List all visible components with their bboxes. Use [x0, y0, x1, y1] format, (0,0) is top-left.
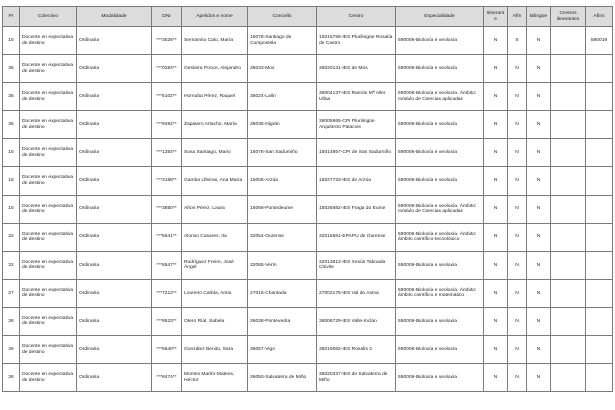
cell-especialidade: 590006-Bioloxía e xeoloxía [396, 167, 484, 195]
cell-dni: ***6640** [152, 336, 182, 364]
cell-concello: 32085-Verín [248, 251, 317, 279]
cell-pr: 36 [3, 307, 20, 335]
cell-bilingue: N [527, 139, 551, 167]
cell-colectivo: Docente en expectativa de destino [20, 139, 77, 167]
cell-afins [586, 195, 613, 223]
cell-centro: 36020337-IES de Salvaterra de Miño [317, 364, 396, 392]
cell-especialidade: 590006-Bioloxía e xeoloxía [396, 364, 484, 392]
cell-centros-itinerantes [551, 223, 586, 251]
cell-centro: 15025682-IES Fraga do Eume [317, 195, 396, 223]
header-colectivo: Colectivo [20, 7, 77, 27]
cell-afins [586, 251, 613, 279]
cell-apelidos-e-nome: Otero Ríal, Sabela [182, 307, 248, 335]
cell-colectivo: Docente en expectativa de destino [20, 111, 77, 139]
cell-especialidade: 590006-Bioloxía e xeoloxía [396, 139, 484, 167]
cell-afin: N [508, 364, 527, 392]
cell-bilingue: N [527, 279, 551, 307]
header-concello: Concello [248, 7, 317, 27]
table-row [3, 223, 613, 251]
cell-afin: N [508, 336, 527, 364]
cell-dni: ***3168** [152, 167, 182, 195]
cell-pr: 32 [3, 223, 20, 251]
cell-dni: ***3850** [152, 195, 182, 223]
cell-colectivo: Docente en expectativa de destino [20, 27, 77, 55]
cell-afins [586, 336, 613, 364]
cell-itinerante: N [484, 336, 508, 364]
table-row [3, 279, 613, 307]
cell-apelidos-e-nome: Loureiro Carbla, Antia [182, 279, 248, 307]
cell-afin: N [508, 139, 527, 167]
cell-centros-itinerantes [551, 195, 586, 223]
cell-afin: N [508, 223, 527, 251]
cell-colectivo: Docente en expectativa de destino [20, 55, 77, 83]
cell-modalidade: Ordinaria [77, 279, 152, 307]
cell-apelidos-e-nome: Zapatero Artacho, María [182, 111, 248, 139]
cell-especialidade: 590006-Bioloxía e xeoloxía [396, 111, 484, 139]
cell-afins [586, 139, 613, 167]
table-header-row [3, 7, 613, 27]
cell-colectivo: Docente en expectativa de destino [20, 307, 77, 335]
header-afins: Afíns [586, 7, 613, 27]
cell-especialidade: 590006-Bioloxía e xeoloxía. Ámbito: ámbito científico-tecnolóxico [396, 223, 484, 251]
cell-concello: 15076-San Sadurniño [248, 139, 317, 167]
cell-concello: 36024-Lalín [248, 83, 317, 111]
header-apelidos-e-nome: Apelidos e nome [182, 7, 248, 27]
header-itinerante: Itinerante [484, 7, 508, 27]
cell-dni: ***0284** [152, 55, 182, 83]
cell-apelidos-e-nome: González Benito, Sara [182, 336, 248, 364]
cell-afin: N [508, 111, 527, 139]
cell-pr: 15 [3, 167, 20, 195]
table-row [3, 195, 613, 223]
cell-centros-itinerantes [551, 83, 586, 111]
cell-centro: 27003175-IES Val do Asma [317, 279, 396, 307]
cell-afins [586, 111, 613, 139]
cell-itinerante: N [484, 139, 508, 167]
cell-colectivo: Docente en expectativa de destino [20, 336, 77, 364]
cell-pr: 36 [3, 55, 20, 83]
cell-apelidos-e-nome: Añon Pérez, Laura [182, 195, 248, 223]
cell-dni: ***8474** [152, 364, 182, 392]
cell-concello: 36035-Nigrán [248, 111, 317, 139]
cell-afins [586, 307, 613, 335]
cell-itinerante: N [484, 27, 508, 55]
cell-dni: ***9523** [152, 307, 182, 335]
cell-dni: ***5541** [152, 223, 182, 251]
cell-concello: 15006-Arzúa [248, 167, 317, 195]
cell-afin: N [508, 83, 527, 111]
cell-dni: ***9492** [152, 111, 182, 139]
table-row [3, 111, 613, 139]
cell-centro: 32013612-IES Xesús Taboada Chivite [317, 251, 396, 279]
cell-pr: 15 [3, 195, 20, 223]
cell-apelidos-e-nome: Gesteira Ponce, Alejandro [182, 55, 248, 83]
cell-centro: 36006729-IES Valle-Inclán [317, 307, 396, 335]
cell-itinerante: N [484, 195, 508, 223]
cell-centros-itinerantes [551, 279, 586, 307]
cell-concello: 32054-Ourense [248, 223, 317, 251]
table-row [3, 364, 613, 392]
table-row [3, 336, 613, 364]
table-row [3, 307, 613, 335]
cell-afin: N [508, 55, 527, 83]
cell-centros-itinerantes [551, 27, 586, 55]
cell-itinerante: N [484, 307, 508, 335]
cell-concello: 36033-Mos [248, 55, 317, 83]
header-centros-itinerantes: Centros itinerantes [551, 7, 586, 27]
cell-centro: 36020131-IES de Mos [317, 55, 396, 83]
cell-apelidos-e-nome: Rodríguez Freire, José Ángel [182, 251, 248, 279]
cell-colectivo: Docente en expectativa de destino [20, 83, 77, 111]
cell-afins [586, 167, 613, 195]
cell-concello: 36050-Salvaterra de Miño [248, 364, 317, 392]
cell-centro: 15014957-CPI de San Sadurniño [317, 139, 396, 167]
cell-centros-itinerantes [551, 167, 586, 195]
cell-centro: 36005865-CPI Plurilingüe Arquitecto Palacios [317, 111, 396, 139]
document-page [2, 6, 613, 392]
cell-bilingue: N [527, 83, 551, 111]
cell-pr: 36 [3, 364, 20, 392]
cell-concello: 15078-Santiago de Compostela [248, 27, 317, 55]
cell-apelidos-e-nome: Alonso Casares, Ita [182, 223, 248, 251]
cell-bilingue: N [527, 195, 551, 223]
cell-dni: ***5102** [152, 83, 182, 111]
cell-itinerante: N [484, 223, 508, 251]
table-row [3, 27, 613, 55]
cell-afin: N [508, 195, 527, 223]
cell-modalidade: Ordinaria [77, 111, 152, 139]
cell-especialidade: 590006-Bioloxía e xeoloxía [396, 27, 484, 55]
cell-apelidos-e-nome: Gamba Llfeiras, Ana María [182, 167, 248, 195]
cell-especialidade: 590006-Bioloxía e xeoloxía. Ámbito: ámbito científico e matemático [396, 279, 484, 307]
cell-afin: N [508, 307, 527, 335]
cell-especialidade: 590006-Bioloxía e xeoloxía [396, 336, 484, 364]
cell-bilingue: N [527, 55, 551, 83]
cell-colectivo: Docente en expectativa de destino [20, 195, 77, 223]
cell-pr: 36 [3, 336, 20, 364]
cell-afins [586, 279, 613, 307]
cell-itinerante: N [484, 167, 508, 195]
header-bilingue: Bilingüe [527, 7, 551, 27]
cell-colectivo: Docente en expectativa de destino [20, 279, 77, 307]
cell-itinerante: N [484, 364, 508, 392]
cell-dni: ***1354** [152, 139, 182, 167]
cell-modalidade: Ordinaria [77, 167, 152, 195]
cell-afins [586, 83, 613, 111]
cell-bilingue: N [527, 364, 551, 392]
cell-centros-itinerantes [551, 336, 586, 364]
cell-modalidade: Ordinaria [77, 195, 152, 223]
cell-centro: 36004137-IES Ramón Mª Aller Ulloa [317, 83, 396, 111]
cell-centros-itinerantes [551, 55, 586, 83]
cell-pr: 15 [3, 139, 20, 167]
cell-afin: N [508, 251, 527, 279]
cell-centro: 15027733-IES de Arzúa [317, 167, 396, 195]
cell-modalidade: Ordinaria [77, 223, 152, 251]
cell-itinerante: N [484, 55, 508, 83]
cell-dni: ***3526** [152, 27, 182, 55]
header-afin: Afín [508, 7, 527, 27]
cell-modalidade: Ordinaria [77, 307, 152, 335]
cell-itinerante: N [484, 111, 508, 139]
cell-especialidade: 590006-Bioloxía e xeoloxía [396, 55, 484, 83]
cell-apelidos-e-nome: Montes Martín-Mateos, Héctor [182, 364, 248, 392]
cell-centros-itinerantes [551, 251, 586, 279]
cell-colectivo: Docente en expectativa de destino [20, 167, 77, 195]
cell-bilingue: N [527, 111, 551, 139]
cell-centro: 32015561-EPAPU de Ourense [317, 223, 396, 251]
cell-colectivo: Docente en expectativa de destino [20, 223, 77, 251]
table-row [3, 167, 613, 195]
cell-apelidos-e-nome: Sosa Santiago, Mario [182, 139, 248, 167]
cell-apelidos-e-nome: Sernamito Calo, María [182, 27, 248, 55]
cell-itinerante: N [484, 279, 508, 307]
cell-modalidade: Ordinaria [77, 55, 152, 83]
table-body [3, 27, 613, 392]
cell-pr: 27 [3, 279, 20, 307]
cell-bilingue: N [527, 167, 551, 195]
cell-bilingue: N [527, 251, 551, 279]
cell-afins [586, 364, 613, 392]
cell-colectivo: Docente en expectativa de destino [20, 251, 77, 279]
cell-concello: 36038-Pontevedra [248, 307, 317, 335]
header-dni: DNI [152, 7, 182, 27]
header-pr: Pr [3, 7, 20, 27]
assignments-table [2, 6, 613, 392]
cell-concello: 15069-Pontedeume [248, 195, 317, 223]
cell-especialidade: 590006-Bioloxía e xeoloxía [396, 307, 484, 335]
cell-centro: 15015755-IES Plurilingüe Rosalía de Castro [317, 27, 396, 55]
cell-centros-itinerantes [551, 139, 586, 167]
header-centro: Centro [317, 7, 396, 27]
cell-centro: 36019062-IES Rosalís 2 [317, 336, 396, 364]
cell-afin: N [508, 167, 527, 195]
cell-bilingue: N [527, 336, 551, 364]
cell-afins [586, 55, 613, 83]
cell-concello: 27016-Chantada [248, 279, 317, 307]
cell-centros-itinerantes [551, 111, 586, 139]
cell-especialidade: 590006-Bioloxía e xeoloxía. Ámbito: módulo de Ciencias aplicadas [396, 83, 484, 111]
cell-modalidade: Ordinaria [77, 83, 152, 111]
cell-concello: 36057-Vigo [248, 336, 317, 364]
cell-itinerante: N [484, 251, 508, 279]
cell-pr: 36 [3, 111, 20, 139]
cell-especialidade: 590006-Bioloxía e xeoloxía. Ámbito: módulo de Ciencias aplicadas [396, 195, 484, 223]
cell-modalidade: Ordinaria [77, 364, 152, 392]
cell-itinerante: N [484, 83, 508, 111]
cell-bilingue: N [527, 223, 551, 251]
cell-afin: S [508, 27, 527, 55]
cell-modalidade: Ordinaria [77, 27, 152, 55]
cell-afins: 590019 [586, 27, 613, 55]
table-row [3, 83, 613, 111]
cell-bilingue: N [527, 27, 551, 55]
cell-pr: 15 [3, 27, 20, 55]
table-row [3, 55, 613, 83]
table-row [3, 139, 613, 167]
cell-bilingue: N [527, 307, 551, 335]
cell-dni: ***7212** [152, 279, 182, 307]
cell-centros-itinerantes [551, 364, 586, 392]
cell-pr: 36 [3, 83, 20, 111]
cell-especialidade: 590006-Bioloxía e xeoloxía [396, 251, 484, 279]
cell-modalidade: Ordinaria [77, 336, 152, 364]
header-modalidade: Modalidade [77, 7, 152, 27]
header-especialidade: Especialidade [396, 7, 484, 27]
table-row [3, 251, 613, 279]
cell-afins [586, 223, 613, 251]
cell-dni: ***6547** [152, 251, 182, 279]
cell-apelidos-e-nome: Hornuba Pérez, Raquel [182, 83, 248, 111]
cell-modalidade: Ordinaria [77, 251, 152, 279]
cell-colectivo: Docente en expectativa de destino [20, 364, 77, 392]
cell-centros-itinerantes [551, 307, 586, 335]
cell-pr: 32 [3, 251, 20, 279]
cell-modalidade: Ordinaria [77, 139, 152, 167]
cell-afin: N [508, 279, 527, 307]
